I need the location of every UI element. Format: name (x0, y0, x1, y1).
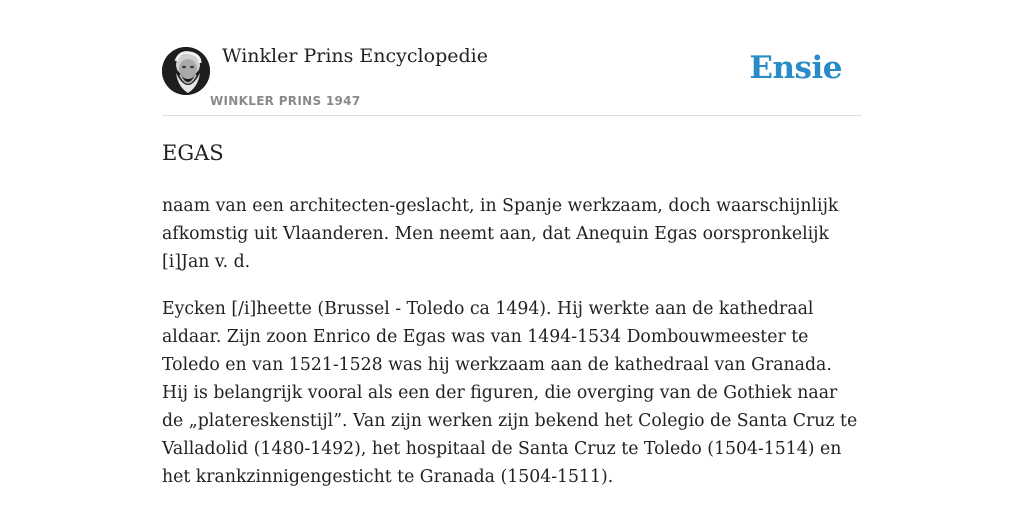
content-container (162, 0, 862, 487)
brand-logo[interactable]: Ensie (749, 50, 842, 86)
article-title: EGAS (162, 141, 224, 165)
source-subtitle: WINKLER PRINS 1947 (210, 94, 361, 108)
bearded-man-portrait-icon (162, 47, 210, 95)
article-paragraph: naam van een architecten-geslacht, in Spanje werkzaam, doch waarschijnlijk afkomstig uit Vlaanderen. Men neemt aan, dat Anequin Egas oorspronkelijk [i]Jan v. d. (162, 196, 839, 272)
article-body (162, 192, 862, 510)
source-title[interactable]: Winkler Prins Encyclopedie (222, 45, 488, 67)
header (162, 0, 862, 116)
article-paragraph: Eycken [/i]heette (Brussel - Toledo ca 1494). Hij werkte aan de kathedraal aldaar. Zijn zoon Enrico de Egas was van 1494-1534 Dombouwmeester te Toledo en van 1521-1528 was hij werkzaam aan de kathedraal van Granada. Hij is belangrijk vooral als een der figuren, die overging van de Gothiek naar de „platereskenstijl”. Van zijn werken zijn bekend het Colegio de Santa Cruz te Valladolid (1480-1492), het hospitaal de Santa Cruz te Toledo (1504-1514) en het krankzinnigengesticht te Granada (1504-1511). (162, 299, 858, 487)
avatar[interactable] (162, 47, 210, 95)
